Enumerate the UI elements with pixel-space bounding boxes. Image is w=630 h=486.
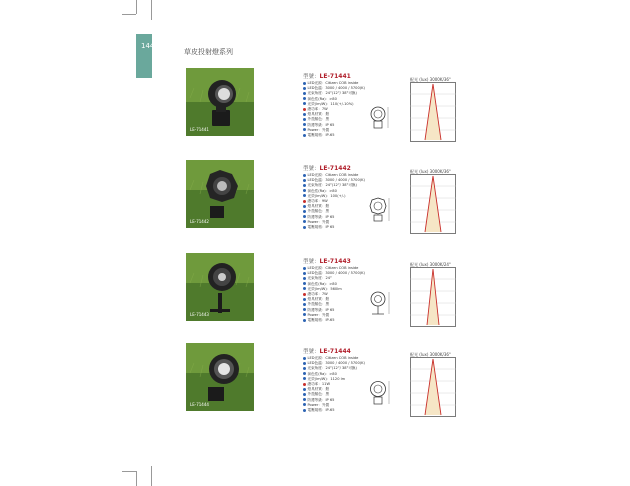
spec-row: 演色性(Ra)：>80 xyxy=(303,97,377,102)
bullet-icon xyxy=(303,298,306,301)
beam-chart xyxy=(410,357,456,417)
product-photo xyxy=(186,343,254,411)
bullet-icon xyxy=(303,118,306,121)
bullet-icon xyxy=(303,282,306,285)
bullet-icon xyxy=(303,362,306,365)
spec-row: Power：外置 xyxy=(303,220,377,225)
spec-row: 光束角度：24° xyxy=(303,276,377,281)
product-photo xyxy=(186,253,254,321)
crop-mark xyxy=(122,14,136,15)
photo-caption: LE-71441 xyxy=(190,127,209,132)
spec-list xyxy=(303,257,377,323)
spec-row: 演色性(Ra)：>80 xyxy=(303,282,377,287)
bullet-icon xyxy=(303,179,306,182)
chart-title: 配光 (lux) 3000K/36° xyxy=(410,169,451,174)
page-tab xyxy=(136,34,155,78)
spec-row: LED光源：Citizen COB inside xyxy=(303,81,377,86)
bullet-icon xyxy=(303,403,306,406)
spec-row: 總功率：7W xyxy=(303,107,377,112)
bullet-icon xyxy=(303,174,306,177)
bullet-icon xyxy=(303,372,306,375)
spec-row: 燈具材質：鋁 xyxy=(303,112,377,117)
bullet-icon xyxy=(303,210,306,213)
bullet-icon xyxy=(303,293,306,296)
spec-row: 電壓規格：IP-65 xyxy=(303,408,377,413)
spec-row: 光效(lm/W)：1120 lm xyxy=(303,377,377,382)
spec-row: 防護等級：IP 65 xyxy=(303,308,377,313)
spec-row: LED色溫：3000 / 4000 / 5700(K) xyxy=(303,178,377,183)
spec-row: LED光源：Citizen COB inside xyxy=(303,356,377,361)
bullet-icon xyxy=(303,308,306,311)
spec-row: 電壓規格：IP-65 xyxy=(303,318,377,323)
spec-row: 光束角度：24°(12°/ 38°可換) xyxy=(303,91,377,96)
spec-row: 燈具材質：鋁 xyxy=(303,204,377,209)
chart-title: 配光 (lux) 3000K/36° xyxy=(410,77,451,82)
bullet-icon xyxy=(303,108,306,111)
bullet-icon xyxy=(303,277,306,280)
spec-row: 燈具材質：鋁 xyxy=(303,297,377,302)
bullet-icon xyxy=(303,123,306,126)
chart-title: 配光 (lux) 3000K/24° xyxy=(410,262,451,267)
photo-caption: LE-71444 xyxy=(190,402,209,407)
bullet-icon xyxy=(303,102,306,105)
bullet-icon xyxy=(303,113,306,116)
product-card xyxy=(186,160,451,242)
spec-row: LED色溫：3000 / 4000 / 5700(K) xyxy=(303,361,377,366)
bullet-icon xyxy=(303,367,306,370)
bullet-icon xyxy=(303,226,306,229)
bullet-icon xyxy=(303,303,306,306)
spec-row: 防護等級：IP 65 xyxy=(303,398,377,403)
spec-row: 總功率：11W xyxy=(303,382,377,387)
spec-row: LED光源：Citizen COB inside xyxy=(303,173,377,178)
photo-caption: LE-71443 xyxy=(190,312,209,317)
dimension-drawing xyxy=(368,379,394,407)
spec-list xyxy=(303,347,377,413)
spec-row: 電壓規格：IP 65 xyxy=(303,225,377,230)
bullet-icon xyxy=(303,189,306,192)
bullet-icon xyxy=(303,200,306,203)
model-code: LE-71444 xyxy=(319,348,351,355)
product-photo xyxy=(186,68,254,136)
spec-row: 燈具材質：鋁 xyxy=(303,387,377,392)
bullet-icon xyxy=(303,388,306,391)
bullet-icon xyxy=(303,87,306,90)
crop-mark xyxy=(136,471,137,486)
spec-row: 光效(lm/W)：110(+/-10%) xyxy=(303,102,377,107)
bullet-icon xyxy=(303,377,306,380)
spec-row: LED色溫：3000 / 4000 / 5700(K) xyxy=(303,271,377,276)
bullet-icon xyxy=(303,383,306,386)
beam-chart xyxy=(410,82,456,142)
dimension-drawing xyxy=(368,196,394,224)
chart-title: 配光 (lux) 3000K/36° xyxy=(410,352,451,357)
beam-chart xyxy=(410,267,456,327)
crop-mark xyxy=(151,0,152,20)
spec-row: 光效(lm/W)：100(+/-) xyxy=(303,194,377,199)
product-card xyxy=(186,343,451,425)
bullet-icon xyxy=(303,313,306,316)
spec-row: Power：外置 xyxy=(303,128,377,133)
spec-row: 光效(lm/W)：560lm xyxy=(303,287,377,292)
spec-row: Power：外置 xyxy=(303,403,377,408)
product-card xyxy=(186,253,451,335)
model-code: LE-71442 xyxy=(319,165,351,172)
spec-row: 光束角度：24°(12°/ 38°可換) xyxy=(303,366,377,371)
bullet-icon xyxy=(303,97,306,100)
bullet-icon xyxy=(303,128,306,131)
model-code: LE-71441 xyxy=(319,73,351,80)
spec-row: 外殼顏色：黑 xyxy=(303,209,377,214)
model-heading: 型號：LE-71441 xyxy=(303,73,351,80)
bullet-icon xyxy=(303,267,306,270)
crop-mark xyxy=(136,0,137,14)
page-number: 144 xyxy=(141,42,155,50)
model-code: LE-71443 xyxy=(319,258,351,265)
spec-row: 外殼顏色：黑 xyxy=(303,392,377,397)
spec-row: Power：外置 xyxy=(303,313,377,318)
bullet-icon xyxy=(303,409,306,412)
dimension-drawing xyxy=(368,104,394,132)
photo-caption: LE-71442 xyxy=(190,219,209,224)
spec-row: 演色性(Ra)：>80 xyxy=(303,189,377,194)
bullet-icon xyxy=(303,82,306,85)
beam-chart xyxy=(410,174,456,234)
bullet-icon xyxy=(303,194,306,197)
crop-mark xyxy=(151,466,152,486)
spec-row: 防護等級：IP 65 xyxy=(303,123,377,128)
dimension-drawing xyxy=(368,289,394,317)
spec-row: 外殼顏色：黑 xyxy=(303,302,377,307)
model-heading: 型號：LE-71443 xyxy=(303,258,351,265)
bullet-icon xyxy=(303,272,306,275)
product-card xyxy=(186,68,451,150)
spec-row: 總功率：7W xyxy=(303,292,377,297)
bullet-icon xyxy=(303,319,306,322)
spec-row: 防護等級：IP 65 xyxy=(303,215,377,220)
bullet-icon xyxy=(303,92,306,95)
bullet-icon xyxy=(303,205,306,208)
spec-row: 總功率：9W xyxy=(303,199,377,204)
bullet-icon xyxy=(303,287,306,290)
spec-list xyxy=(303,72,377,138)
bullet-icon xyxy=(303,215,306,218)
bullet-icon xyxy=(303,398,306,401)
product-photo xyxy=(186,160,254,228)
model-heading: 型號：LE-71442 xyxy=(303,165,351,172)
spec-list xyxy=(303,164,377,230)
bullet-icon xyxy=(303,134,306,137)
spec-row: 電壓規格：IP-65 xyxy=(303,133,377,138)
crop-mark xyxy=(122,471,136,472)
bullet-icon xyxy=(303,357,306,360)
bullet-icon xyxy=(303,184,306,187)
spec-row: 演色性(Ra)：>80 xyxy=(303,372,377,377)
model-heading: 型號：LE-71444 xyxy=(303,348,351,355)
bullet-icon xyxy=(303,220,306,223)
spec-row: LED色溫：3000 / 4000 / 5700(K) xyxy=(303,86,377,91)
spec-row: LED光源：Citizen COB inside xyxy=(303,266,377,271)
spec-row: 光束角度：24°(12°/ 38°可換) xyxy=(303,183,377,188)
spec-row: 外殼顏色：黑 xyxy=(303,117,377,122)
section-title: 草皮投射燈系列 xyxy=(184,48,233,56)
bullet-icon xyxy=(303,393,306,396)
